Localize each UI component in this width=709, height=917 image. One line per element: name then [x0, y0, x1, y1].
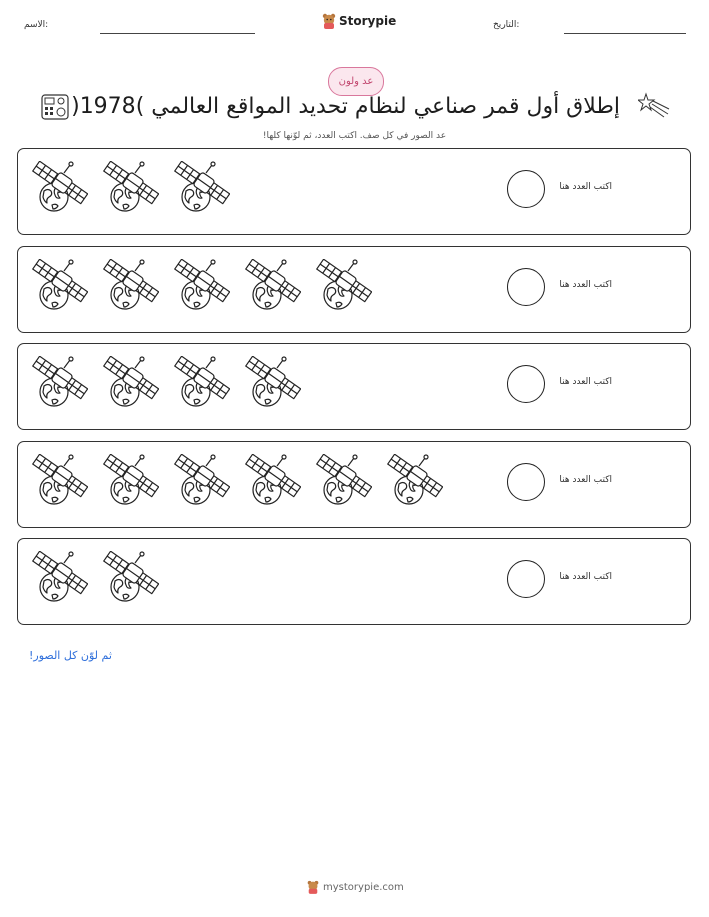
- page-title: إطلاق أول قمر صناعي لنظام تحديد المواقع العالمي )1978(: [71, 94, 620, 119]
- activity-badge: عد ولون: [328, 67, 384, 96]
- date-label: التاريخ:: [493, 20, 520, 30]
- name-line[interactable]: [100, 33, 255, 34]
- answer-circle[interactable]: [507, 463, 545, 501]
- counting-row: [17, 246, 691, 333]
- bear-icon: [307, 880, 319, 894]
- date-line[interactable]: [564, 33, 686, 34]
- counting-row: [17, 441, 691, 528]
- answer-label: اكتب العدد هنا: [559, 475, 612, 485]
- answer-label: اكتب العدد هنا: [559, 377, 612, 387]
- name-label: الاسم:: [24, 20, 49, 30]
- satellite-earth-icon[interactable]: [103, 356, 159, 410]
- brand-logo: [322, 13, 396, 29]
- bear-icon: [322, 13, 336, 29]
- satellite-earth-icon[interactable]: [316, 259, 372, 313]
- satellite-earth-icon[interactable]: [32, 551, 88, 605]
- satellite-earth-icon[interactable]: [245, 454, 301, 508]
- brand-name: Storypie: [339, 14, 397, 28]
- footer-brand-text: mystorypie.com: [323, 881, 404, 893]
- satellite-earth-icon[interactable]: [103, 161, 159, 215]
- answer-label: اكتب العدد هنا: [559, 182, 612, 192]
- satellite-earth-icon[interactable]: [32, 454, 88, 508]
- satellite-earth-icon[interactable]: [387, 454, 443, 508]
- satellite-earth-icon[interactable]: [245, 356, 301, 410]
- satellite-earth-icon[interactable]: [32, 356, 88, 410]
- answer-circle[interactable]: [507, 170, 545, 208]
- satellite-earth-icon[interactable]: [174, 161, 230, 215]
- answer-label: اكتب العدد هنا: [559, 572, 612, 582]
- answer-circle[interactable]: [507, 268, 545, 306]
- satellite-earth-icon[interactable]: [174, 356, 230, 410]
- counting-row: [17, 148, 691, 235]
- satellite-earth-icon[interactable]: [174, 259, 230, 313]
- counting-row: [17, 343, 691, 430]
- answer-label: اكتب العدد هنا: [559, 280, 612, 290]
- satellite-earth-icon[interactable]: [103, 454, 159, 508]
- shooting-star-icon: [638, 92, 670, 118]
- satellite-earth-icon[interactable]: [103, 551, 159, 605]
- satellite-earth-icon[interactable]: [316, 454, 372, 508]
- satellite-earth-icon[interactable]: [32, 161, 88, 215]
- control-panel-icon: [41, 94, 69, 120]
- satellite-earth-icon[interactable]: [174, 454, 230, 508]
- counting-row: [17, 538, 691, 625]
- answer-circle[interactable]: [507, 560, 545, 598]
- instruction-text: عد الصور في كل صف. اكتب العدد، ثم لوّنها كلها!: [262, 131, 447, 141]
- answer-circle[interactable]: [507, 365, 545, 403]
- footer-note: ثم لوّن كل الصور!: [29, 649, 112, 662]
- satellite-earth-icon[interactable]: [32, 259, 88, 313]
- satellite-earth-icon[interactable]: [103, 259, 159, 313]
- footer-brand: [307, 880, 404, 894]
- satellite-earth-icon[interactable]: [245, 259, 301, 313]
